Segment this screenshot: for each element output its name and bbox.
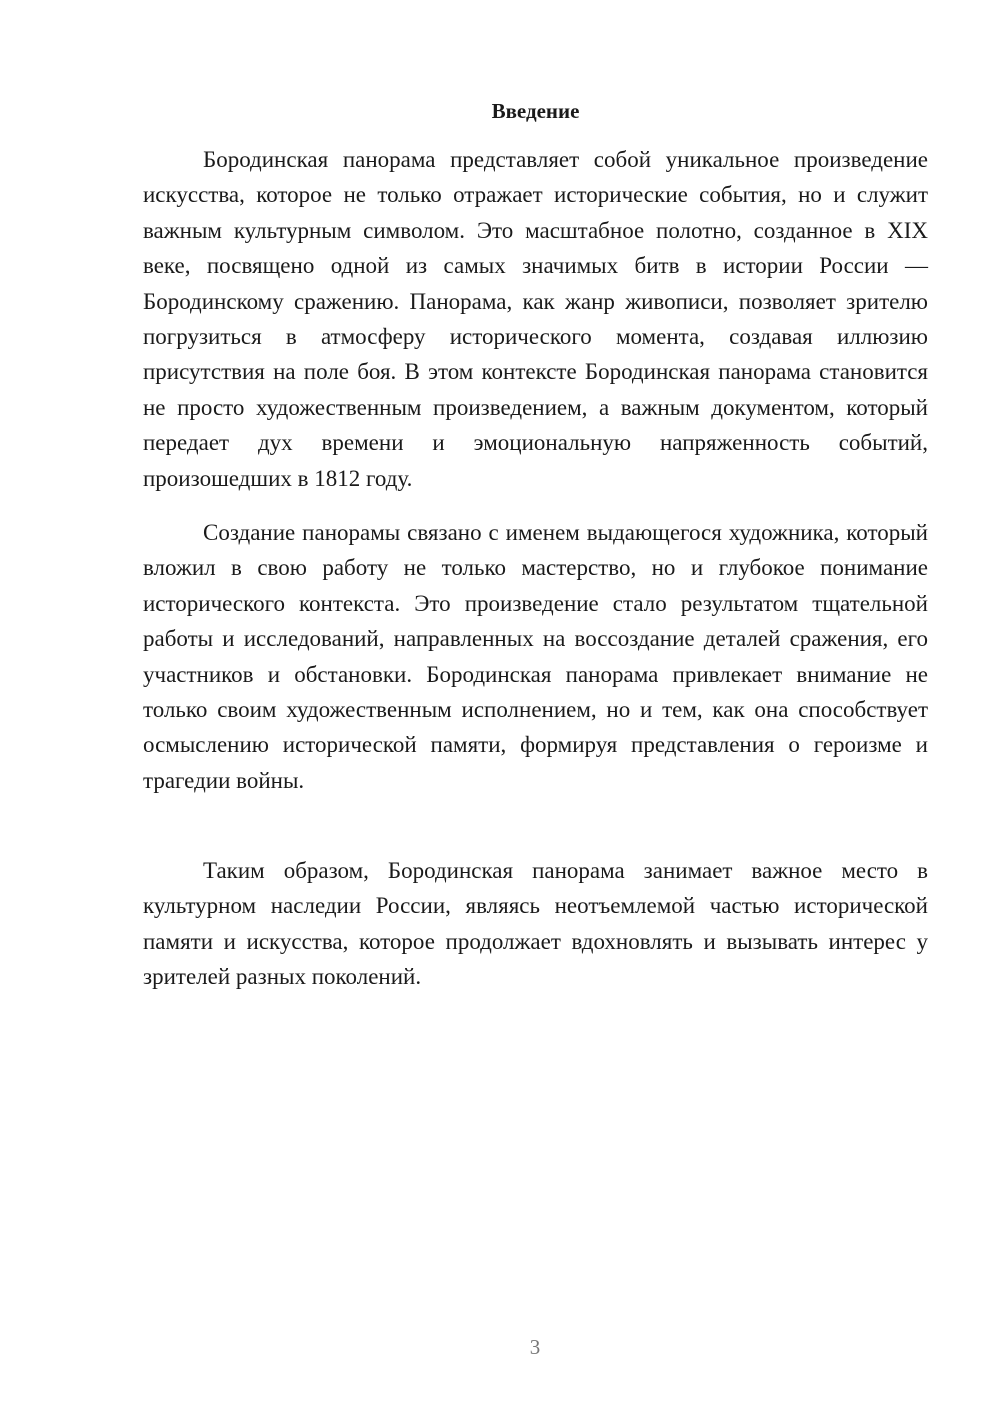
page-number: 3	[529, 1335, 541, 1359]
section-title: Введение	[491, 99, 580, 123]
paragraph-2: Создание панорамы связано с именем выдающегося художника, который вложил в свою работу не только мастерство, но и глубокое понимание исторического контекста. Это произведение стало результатом тщательной работы и исследований, направленных на воссоздание деталей сражения, его участников и обстановки. Бородинская панорама привлекает внимание не только своим художественным исполнением, но и тем, как она способствует осмыслению исторической памяти, формируя представления о героизме и трагедии войны.	[143, 520, 928, 793]
paragraph-1: Бородинская панорама представляет собой уникальное произведение искусства, которое не только отражает исторические события, но и служит важным культурным символом. Это масштабное полотно, созданное в XIX веке, посвящено одной из самых значимых битв в истории России — Бородинскому сражению. Панорама, как жанр живописи, позволяет зрителю погрузиться в атмосферу исторического момента, создавая иллюзию присутствия на поле боя. В этом контексте Бородинская панорама становится не просто художественным произведением, а важным документом, который передает дух времени и эмоциональную напряженность событий, произошедших в 1812 году.	[143, 147, 928, 491]
paragraph-3: Таким образом, Бородинская панорама занимает важное место в культурном наследии России, являясь неотъемлемой частью исторической памяти и искусства, которое продолжает вдохновлять и вызывать интерес у зрителей разных поколений.	[143, 858, 928, 990]
